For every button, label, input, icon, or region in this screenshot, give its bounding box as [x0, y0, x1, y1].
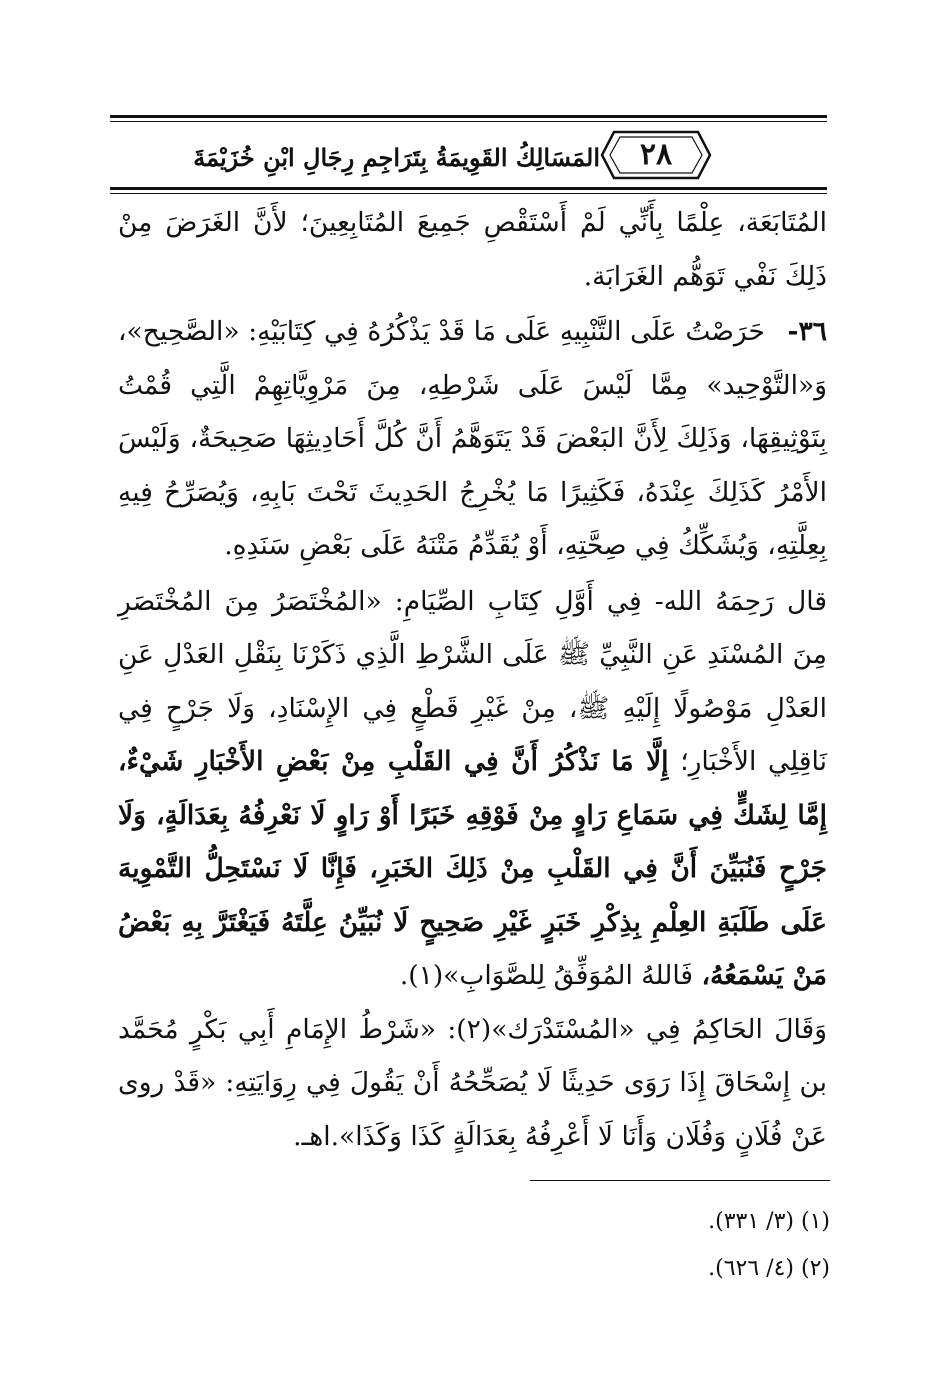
- header-rule-top-thin: [110, 121, 827, 122]
- footnote-1: (١) (٣/ ٣٣١).: [708, 1209, 830, 1234]
- footnote-2: (٢) (٤/ ٦٢٦).: [708, 1256, 830, 1281]
- quote-intro: قال رَحِمَهُ الله- فِي أَوَّلِ كِتَابِ الصِّيَامِ: «المُخْتَصَرُ مِنَ المُخْتَصَرِ مِنَ المُسْنَدِ عَنِ النَّبِيِّ ﷺ عَلَى الشَّرْطِ الَّذِي ذَكَرْنَا بِنَقْلِ العَدْلِ عَنِ العَدْلِ مَوْصُولًا إِلَيْهِ ﷺ، مِنْ غَيْرِ قَطْعٍ فِي الإِسْنَادِ، وَلَا جَرْحٍ فِي نَاقِلِي الأَخْبَارِ؛: [118, 585, 827, 777]
- paragraph-item-36: [118, 305, 827, 573]
- footnote-separator: [530, 1180, 830, 1181]
- item-number: ٣٦-: [787, 316, 827, 347]
- paragraph-quote-hakim: وَقَالَ الحَاكِمُ فِي «المُسْتَدْرَك»(٢): «شَرْطُ الإِمَامِ أَبِي بَكْرٍ مُحَمَّد بن إِسْحَاقَ إِذَا رَوَى حَدِيثًا لَا يُصَحِّحُهُ أَنْ يَقُولَ فِي رِوَايَتِهِ: «قَدْ روى عَنْ فُلَانٍ وَفُلَان وَأَنَا لَا أَعْرِفُهُ بِعَدَالَةٍ كَذَا وَكَذَا».اهـ.: [118, 1013, 827, 1152]
- running-title: المَسَالِكُ القَوِيمَةُ بِتَرَاجِمِ رِجَالِ ابْنِ خُزَيْمَةَ: [193, 143, 600, 172]
- item-36-text: حَرَصْتُ عَلَى التَّنْبِيهِ عَلَى مَا قَدْ يَذْكُرُهُ فِي كِتَابَيْهِ: «الصَّحِيح»، وَ«التَّوْحِيد» مِمَّا لَيْسَ عَلَى شَرْطِهِ، مِنَ مَرْوِيَّاتِهِمْ الَّتِي قُمْتُ بِتَوْثِيقِهَا، وَذَلِكَ لِأَنَّ البَعْضَ قَدْ يَتَوَهَّمُ أَنَّ كُلَّ أَحَادِيثِهَا صَحِيحَةٌ، وَلَيْسَ الأَمْرُ كَذَلِكَ عِنْدَهُ، فَكَثِيرًا مَا يُخْرِجُ الحَدِيثَ تَحْتَ بَابِهِ، وَيُصَرِّحُ فِيهِ بِعِلَّتِهِ، وَيُشَكِّكُ فِي صِحَّتِهِ، أَوْ يُقَدِّمُ مَتْنَهُ عَلَى بَعْضِ سَنَدِهِ.: [118, 316, 827, 561]
- page-number: ٢٨: [639, 137, 673, 172]
- header-rule-bottom: [110, 187, 827, 190]
- footnotes: [708, 1198, 830, 1292]
- header-rule-bottom-thin: [110, 193, 827, 194]
- paragraph-quote-ibn-khuzaymah: [118, 575, 827, 1003]
- quote-end: فَاللهُ المُوَفِّقُ لِلصَّوَابِ»(١).: [399, 960, 694, 991]
- quote-emphasis: إِلَّا مَا نَذْكُرُ أَنَّ فِي القَلْبِ مِنْ بَعْضِ الأَخْبَارِ شَيْءٌ، إِمَّا لِشَكٍّ فِي سَمَاعِ رَاوٍ مِنْ فَوْقِهِ خَبَرًا أَوْ رَاوٍ لَا نَعْرِفُهُ بِعَدَالَةٍ، وَلَا جَرْحٍ فَنُبَيِّنَ أَنَّ فِي القَلْبِ مِنْ ذَلِكَ الخَبَرِ، فَإِنَّا لَا نَسْتَحِلُّ التَّمْوِيهَ عَلَى طَلَبَةِ العِلْمِ بِذِكْرِ خَبَرٍ غَيْرِ صَحِيحٍ لَا نُبَيِّنُ عِلَّتَهُ فَيَغْتَرَّ بِهِ بَعْضُ مَنْ يَسْمَعُهُ،: [118, 746, 827, 991]
- page-number-badge: [600, 128, 712, 182]
- main-text: [118, 196, 827, 1163]
- paragraph-continuation: المُتَابَعَة، عِلْمًا بِأَنِّي لَمْ أَسْتَقْصِ جَمِيعَ المُتَابِعِينَ؛ لأَنَّ الغَرَضَ مِنْ ذَلِكَ نَفْي تَوَهُّم الغَرَابَة.: [118, 207, 827, 292]
- header-rule-top: [110, 115, 827, 118]
